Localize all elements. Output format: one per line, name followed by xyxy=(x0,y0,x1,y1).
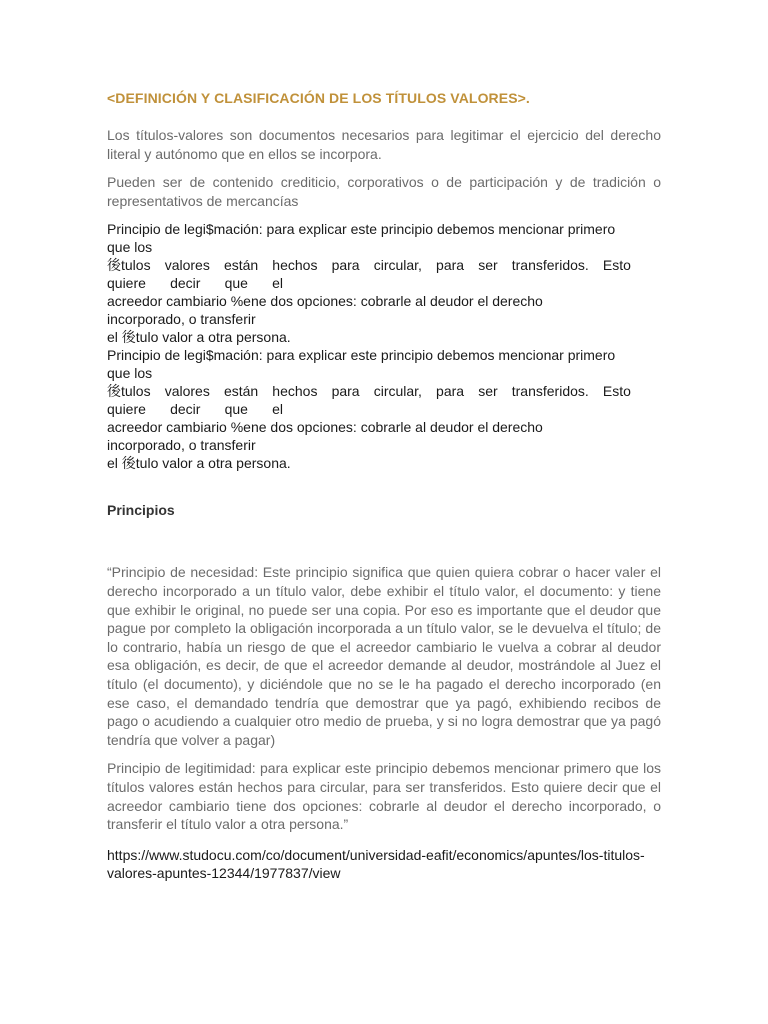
quote-section xyxy=(107,563,661,833)
ocr-justified-line xyxy=(107,382,631,400)
ocr-word: valores xyxy=(164,257,210,274)
ocr-word: para xyxy=(436,383,465,400)
ocr-word: 後tulos xyxy=(107,383,151,400)
ocr-word: circular, xyxy=(373,257,422,274)
ocr-line: Principio de legi$mación: para explicar este principio debemos mencionar primero xyxy=(107,347,616,364)
ocr-justified-line xyxy=(107,274,283,292)
ocr-word: que xyxy=(224,401,248,418)
ocr-word: para xyxy=(436,257,465,274)
ocr-block-2 xyxy=(107,346,661,472)
ocr-block-1 xyxy=(107,220,661,346)
ocr-justified-line xyxy=(107,256,631,274)
ocr-word: 後tulos xyxy=(107,257,151,274)
document-title: <DEFINICIÓN Y CLASIFICACIÓN DE LOS TÍTULOS VALORES>. xyxy=(107,90,530,106)
ocr-word: transferidos. xyxy=(511,257,589,274)
ocr-line: Principio de legi$mación: para explicar este principio debemos mencionar primero xyxy=(107,221,616,238)
ocr-word: quiere xyxy=(107,401,146,418)
ocr-line: acreedor cambiario %ene dos opciones: cobrarle al deudor el derecho xyxy=(107,293,543,310)
source-url-link[interactable]: https://www.studocu.com/co/document/universidad-eafit/economics/apuntes/los-titulos-valores-apuntes-12344/1977837/view xyxy=(107,846,645,882)
ocr-line: incorporado, o transferir xyxy=(107,311,256,328)
ocr-word: quiere xyxy=(107,275,146,292)
principios-heading: Principios xyxy=(107,502,175,519)
ocr-word: hechos xyxy=(272,383,318,400)
ocr-word: decir xyxy=(170,275,201,292)
intro-paragraph-1: Los títulos-valores son documentos necesarios para legitimar el ejercicio del derecho literal y autónomo que en ellos se incorpora. xyxy=(107,127,661,162)
ocr-word: Esto xyxy=(602,257,631,274)
ocr-word: decir xyxy=(170,401,201,418)
document-page xyxy=(107,90,661,883)
ocr-line: el 後tulo valor a otra persona. xyxy=(107,455,291,472)
ocr-word: el xyxy=(272,275,283,292)
ocr-word: ser xyxy=(478,257,498,274)
ocr-justified-line xyxy=(107,400,283,418)
ocr-word: que xyxy=(224,275,248,292)
ocr-word: valores xyxy=(164,383,210,400)
ocr-word: hechos xyxy=(272,257,318,274)
ocr-word: para xyxy=(331,383,360,400)
ocr-line: acreedor cambiario %ene dos opciones: cobrarle al deudor el derecho xyxy=(107,419,543,436)
ocr-word: Esto xyxy=(602,383,631,400)
quote-paragraph-necesidad: “Principio de necesidad: Este principio significa que quien quiera cobrar o hacer valer el derecho incorporado a un título valor, debe exhibir el título valor, el documento: y tiene que exhibir le original, no puede ser una copia. Por eso es importante que el deudor que pague por completo la obligación incorporada a un título valor, se le devuelva el título; de lo contrario, había un riesgo de que el acreedor cambiario le vuelva a cobrar al deudor esa obligación, es decir, de que el acreedor demande al deudor, mostrándole al Juez el título (el documento), y diciéndole que no se le ha pagado el derecho incorporado (en ese caso, el demandado tendría que demostrar que ya pagó, exhibiendo recibos de pago o acudiendo a cualquier otro medio de prueba, y si no logra demostrar que ya pagó tendría que volver a pagar) xyxy=(107,564,661,748)
ocr-line: el 後tulo valor a otra persona. xyxy=(107,329,291,346)
ocr-word: están xyxy=(223,383,259,400)
ocr-word: circular, xyxy=(373,383,422,400)
ocr-line: que los xyxy=(107,239,153,256)
ocr-word: para xyxy=(331,257,360,274)
intro-paragraph-2: Pueden ser de contenido crediticio, corporativos o de participación y de tradición o representativos de mercancías xyxy=(107,174,661,209)
ocr-word: están xyxy=(223,257,259,274)
ocr-line: que los xyxy=(107,365,153,382)
ocr-line: incorporado, o transferir xyxy=(107,437,256,454)
quote-paragraph-legitimidad: Principio de legitimidad: para explicar este principio debemos mencionar primero que los títulos valores están hechos para circular, para ser transferidos. Esto quiere decir que el acreedor cambiario tiene dos opciones: cobrarle al deudor el derecho incorporado, o transferir el título valor a otra persona.” xyxy=(107,760,661,833)
ocr-word: el xyxy=(272,401,283,418)
ocr-word: ser xyxy=(478,383,498,400)
ocr-word: transferidos. xyxy=(511,383,589,400)
